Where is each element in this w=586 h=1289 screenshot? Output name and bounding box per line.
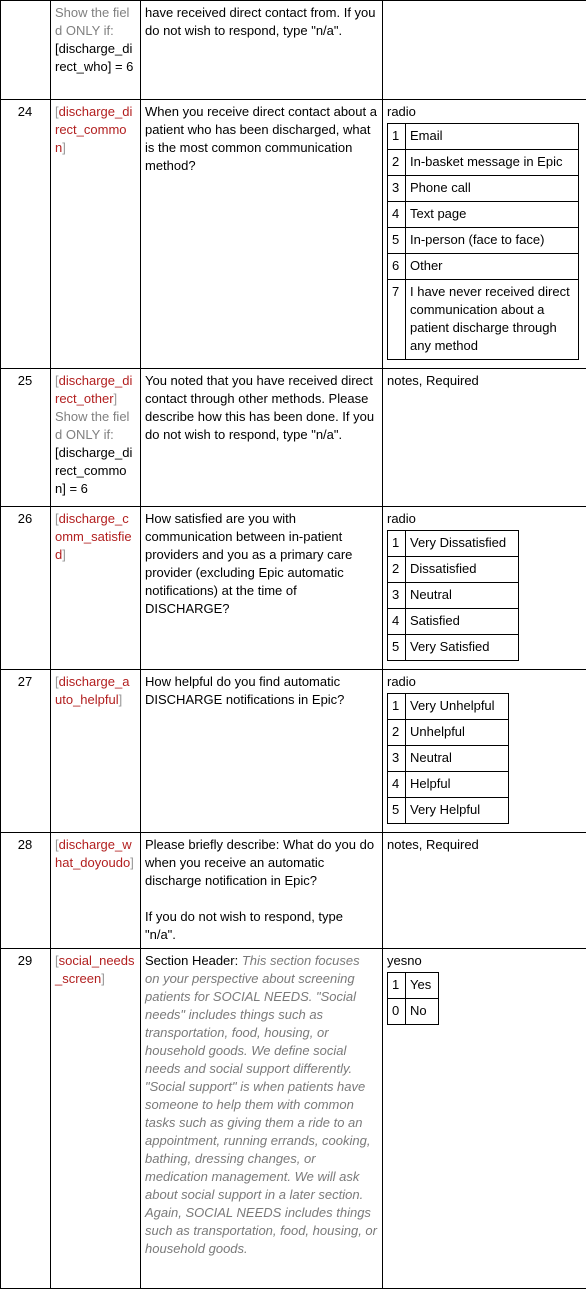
- choice-row: [388, 694, 509, 720]
- choice-label: Very Satisfied: [406, 635, 519, 661]
- table-row: [1, 507, 586, 670]
- choice-row: [388, 635, 519, 661]
- row-number: 29: [1, 949, 51, 1289]
- field-type: radio: [387, 510, 581, 528]
- choice-label: Unhelpful: [406, 720, 509, 746]
- variable-cell: [discharge_what_doyoudo]: [51, 833, 141, 949]
- choice-code: 3: [388, 746, 406, 772]
- variable-cell: [discharge_auto_helpful]: [51, 670, 141, 833]
- choice-label: Very Dissatisfied: [406, 531, 519, 557]
- choice-label: Neutral: [406, 746, 509, 772]
- field-type: yesno: [387, 952, 581, 970]
- choice-code: 4: [388, 202, 406, 228]
- choices-table: [387, 972, 439, 1025]
- branching-logic: [discharge_direct_common] = 6: [55, 444, 135, 498]
- choice-code: 2: [388, 150, 406, 176]
- choice-row: [388, 150, 579, 176]
- choices-table: [387, 530, 519, 661]
- choice-row: [388, 531, 519, 557]
- choice-row: [388, 583, 519, 609]
- field-type-cell: [383, 670, 586, 833]
- variable-name: social_needs_screen: [55, 953, 135, 986]
- choice-label: Yes: [406, 973, 439, 999]
- branching-logic: [discharge_direct_who] = 6: [55, 40, 135, 76]
- choice-row: [388, 202, 579, 228]
- variable-name: discharge_auto_helpful: [55, 674, 129, 707]
- choice-code: 1: [388, 973, 406, 999]
- choice-row: [388, 124, 579, 150]
- choice-code: 4: [388, 772, 406, 798]
- choice-row: [388, 280, 579, 360]
- choice-label: Phone call: [406, 176, 579, 202]
- choice-code: 5: [388, 635, 406, 661]
- field-type-cell: [383, 507, 586, 670]
- branching-label: Show the field ONLY if:: [55, 4, 135, 40]
- section-header-cell: [141, 949, 383, 1289]
- question-text: Please briefly describe: What do you do when you receive an automatic discharge notification in Epic?: [145, 836, 377, 890]
- choice-label: Neutral: [406, 583, 519, 609]
- choice-code: 5: [388, 798, 406, 824]
- variable-name: discharge_comm_satisfied: [55, 511, 132, 562]
- choice-code: 6: [388, 254, 406, 280]
- choice-label: I have never received direct communication about a patient discharge through any method: [406, 280, 579, 360]
- choice-label: Dissatisfied: [406, 557, 519, 583]
- table-row: [1, 369, 586, 507]
- field-type: [383, 1, 586, 100]
- choice-label: Text page: [406, 202, 579, 228]
- branching-label: Show the field ONLY if:: [55, 408, 135, 444]
- row-number: 24: [1, 100, 51, 369]
- choice-code: 5: [388, 228, 406, 254]
- choice-row: [388, 973, 439, 999]
- field-type: notes, Required: [383, 369, 586, 507]
- variable-name: discharge_what_doyoudo: [55, 837, 132, 870]
- choice-row: [388, 176, 579, 202]
- choice-code: 3: [388, 176, 406, 202]
- choice-row: [388, 772, 509, 798]
- choice-label: Very Helpful: [406, 798, 509, 824]
- choice-label: Satisfied: [406, 609, 519, 635]
- choice-row: [388, 720, 509, 746]
- choice-code: 0: [388, 999, 406, 1025]
- choice-label: Very Unhelpful: [406, 694, 509, 720]
- variable-cell: [discharge_comm_satisfied]: [51, 507, 141, 670]
- table-row: [1, 833, 586, 949]
- choice-code: 1: [388, 124, 406, 150]
- table-row: [1, 670, 586, 833]
- section-header-text: This section focuses on your perspective about screening patients for SOCIAL NEEDS. "Social needs" includes things such as transportation, food, housing, or household goods. We define social needs and social support differently. "Social support" is when patients have someone to help them with common tasks such as giving them a ride to an appointment, running errands, cooking, bathing, dressing changes, or medication management. We will ask about social support in a later section. Again, SOCIAL NEEDS includes things such as transportation, food, housing, or household goods.: [145, 953, 377, 1256]
- field-type: radio: [387, 103, 581, 121]
- choice-row: [388, 609, 519, 635]
- choice-code: 3: [388, 583, 406, 609]
- table-row: [1, 1, 586, 100]
- choice-code: 2: [388, 557, 406, 583]
- variable-cell: [discharge_direct_other] Show the field ONLY if: [discharge_direct_common] = 6: [51, 369, 141, 507]
- field-type: radio: [387, 673, 581, 691]
- choice-code: 1: [388, 531, 406, 557]
- question-text: How satisfied are you with communication between in-patient providers and you as a primary care provider (excluding Epic automatic notifications) at the time of DISCHARGE?: [141, 507, 383, 670]
- question-text: When you receive direct contact about a patient who has been discharged, what is the most common communication method?: [141, 100, 383, 369]
- choice-code: 2: [388, 720, 406, 746]
- row-number: 27: [1, 670, 51, 833]
- table-row: [1, 100, 586, 369]
- choices-table: [387, 693, 509, 824]
- variable-name: discharge_direct_other: [55, 373, 132, 406]
- table-row: [1, 949, 586, 1289]
- choice-row: [388, 746, 509, 772]
- variable-cell: [51, 1, 141, 100]
- choice-row: [388, 557, 519, 583]
- choice-label: In-person (face to face): [406, 228, 579, 254]
- variable-cell: [discharge_direct_common]: [51, 100, 141, 369]
- field-type-cell: [383, 949, 586, 1289]
- choice-label: Helpful: [406, 772, 509, 798]
- choice-label: In-basket message in Epic: [406, 150, 579, 176]
- choices-table: [387, 123, 579, 360]
- choice-label: Email: [406, 124, 579, 150]
- row-number: 28: [1, 833, 51, 949]
- question-text: have received direct contact from. If you do not wish to respond, type "n/a".: [141, 1, 383, 100]
- variable-name: discharge_direct_common: [55, 104, 132, 155]
- section-header-label: Section Header:: [145, 953, 242, 968]
- choice-row: [388, 798, 509, 824]
- row-number: 25: [1, 369, 51, 507]
- choice-code: 1: [388, 694, 406, 720]
- field-type-cell: [383, 100, 586, 369]
- choice-label: Other: [406, 254, 579, 280]
- choice-row: [388, 228, 579, 254]
- question-cell: [141, 833, 383, 949]
- question-note: If you do not wish to respond, type "n/a".: [145, 908, 377, 944]
- choice-label: No: [406, 999, 439, 1025]
- variable-cell: [social_needs_screen]: [51, 949, 141, 1289]
- choice-row: [388, 999, 439, 1025]
- row-number: [1, 1, 51, 100]
- choice-code: 7: [388, 280, 406, 360]
- choice-row: [388, 254, 579, 280]
- question-text: You noted that you have received direct contact through other methods. Please describe how this has been done. If you do not wish to respond, type "n/a".: [141, 369, 383, 507]
- row-number: 26: [1, 507, 51, 670]
- field-type: notes, Required: [383, 833, 586, 949]
- choice-code: 4: [388, 609, 406, 635]
- question-text: How helpful do you find automatic DISCHARGE notifications in Epic?: [141, 670, 383, 833]
